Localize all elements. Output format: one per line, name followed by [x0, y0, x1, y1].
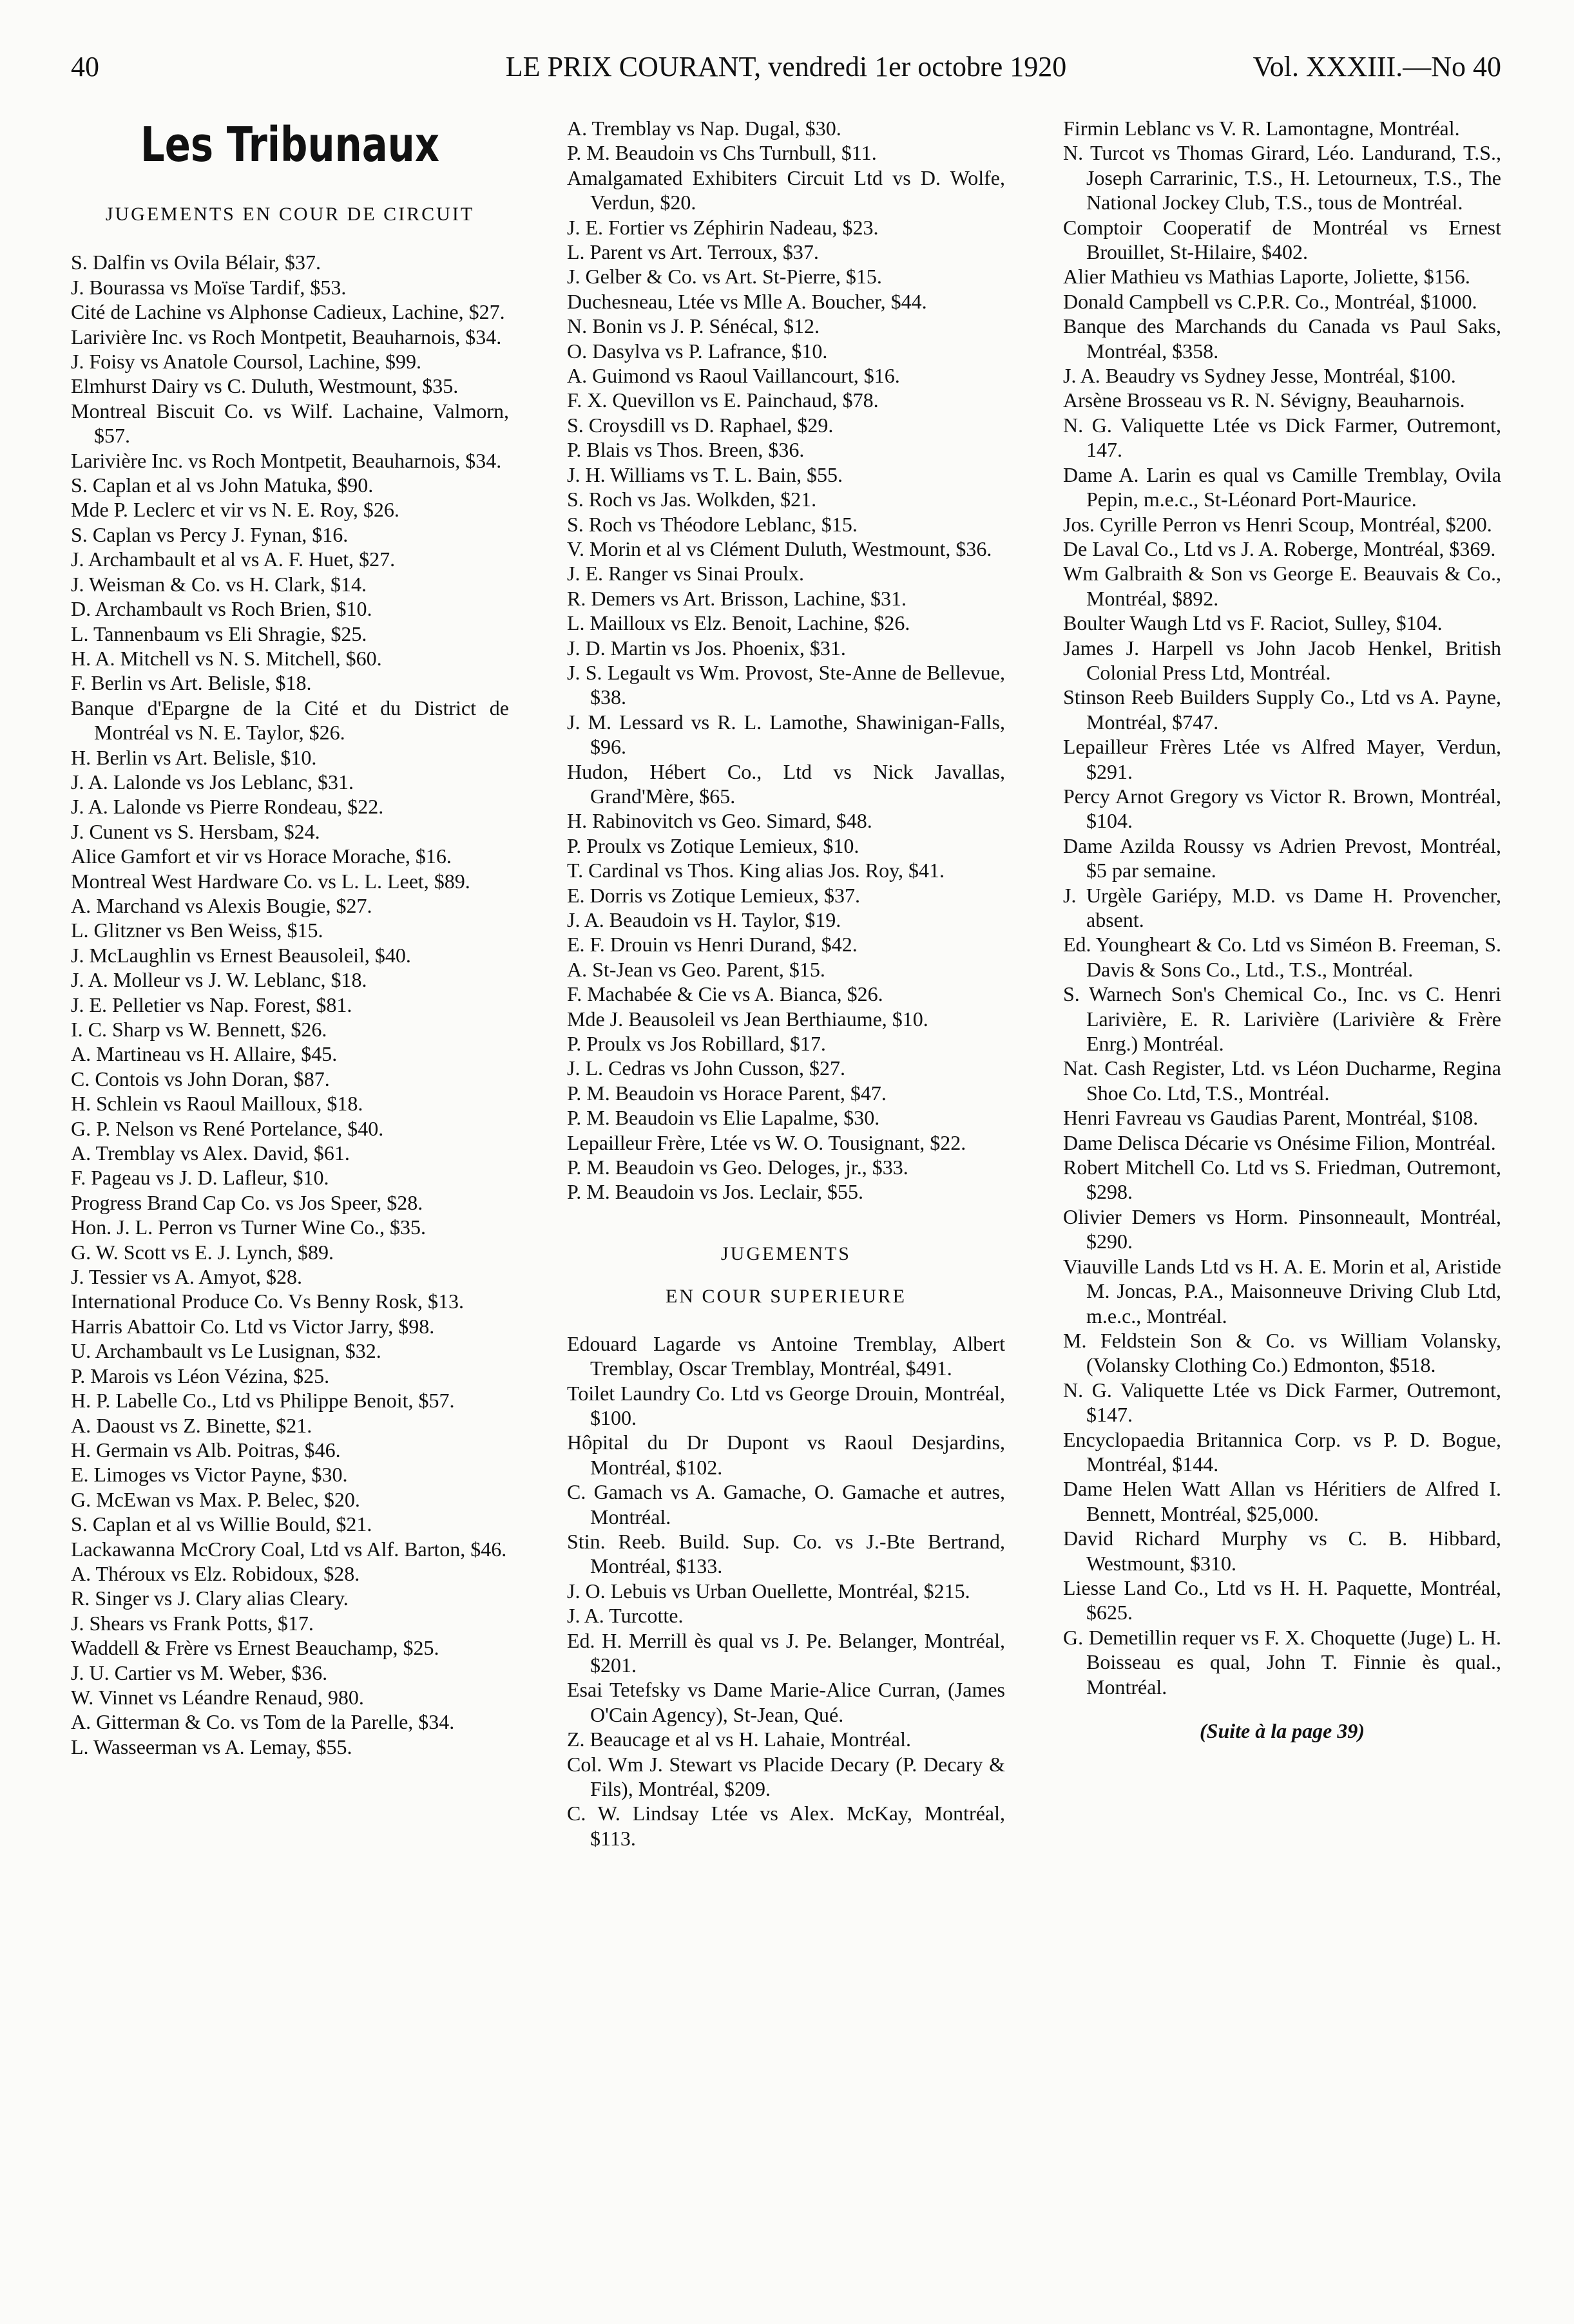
judgment-entry: A. Théroux vs Elz. Robidoux, $28.	[71, 1561, 360, 1585]
judgment-entry: Banque d'Epargne de la Cité et du District de Montréal vs N. E. Taylor, $26.	[71, 696, 509, 745]
judgment-entry: P. Proulx vs Zotique Lemieux, $10.	[567, 833, 859, 857]
judgment-entry: Amalgamated Exhibiters Circuit Ltd vs D. Wolfe, Verdun, $20.	[567, 166, 1005, 214]
superior-judgments-list	[567, 1331, 1005, 1851]
judgment-entry: Larivière Inc. vs Roch Montpetit, Beauharnois, $34.	[71, 448, 502, 472]
judgment-entry: Duchesneau, Ltée vs Mlle A. Boucher, $44.	[567, 289, 927, 313]
judgment-entry: J. Gelber & Co. vs Art. St-Pierre, $15.	[567, 265, 882, 289]
judgment-entry: S. Caplan vs Percy J. Fynan, $16.	[71, 522, 349, 546]
judgment-entry: P. Marois vs Léon Vézina, $25.	[71, 1364, 330, 1387]
judgment-entry: J. Urgèle Gariépy, M.D. vs Dame H. Provencher, absent.	[1063, 883, 1501, 931]
judgment-entry: Montreal West Hardware Co. vs L. L. Leet, $89.	[71, 869, 470, 893]
page-number: 40	[71, 51, 99, 82]
judgment-entry: Elmhurst Dairy vs C. Duluth, Westmount, $35.	[71, 374, 459, 398]
judgment-entry: Nat. Cash Register, Ltd. vs Léon Ducharme, Regina Shoe Co. Ltd, T.S., Montréal.	[1063, 1056, 1501, 1105]
judgment-entry: Comptoir Cooperatif de Montréal vs Ernest Brouillet, St-Hilaire, $402.	[1063, 215, 1501, 264]
judgment-entry: F. Pageau vs J. D. Lafleur, $10.	[71, 1166, 329, 1190]
judgment-entry: P. Proulx vs Jos Robillard, $17.	[567, 1032, 826, 1056]
judgment-entry: S. Caplan et al vs Willie Bould, $21.	[71, 1512, 372, 1536]
judgment-entry: H. Schlein vs Raoul Mailloux, $18.	[71, 1092, 363, 1116]
column-2	[567, 116, 1005, 1851]
judgment-entry: A. Tremblay vs Nap. Dugal, $30.	[567, 117, 841, 140]
judgment-entry: J. E. Ranger vs Sinai Proulx.	[567, 562, 804, 586]
judgment-entry: Hon. J. L. Perron vs Turner Wine Co., $35.	[71, 1215, 427, 1239]
judgment-entry: E. Dorris vs Zotique Lemieux, $37.	[567, 883, 861, 907]
judgment-entry: P. M. Beaudoin vs Chs Turnbull, $11.	[567, 141, 877, 165]
judgment-entry: C. Gamach vs A. Gamache, O. Gamache et autres, Montréal.	[567, 1480, 1005, 1529]
judgment-entry: F. Berlin vs Art. Belisle, $18.	[71, 671, 312, 695]
judgment-entry: Lepailleur Frères Ltée vs Alfred Mayer, Verdun, $291.	[1063, 735, 1501, 783]
judgment-entry: N. Bonin vs J. P. Sénécal, $12.	[567, 314, 820, 338]
column-3	[1063, 116, 1501, 1743]
section-title: Les Tribunaux	[140, 117, 440, 173]
judgment-entry: Hôpital du Dr Dupont vs Raoul Desjardins, Montréal, $102.	[567, 1431, 1005, 1479]
volume-number: Vol. XXXIII.—No 40	[1252, 51, 1501, 82]
judgment-entry: R. Demers vs Art. Brisson, Lachine, $31.	[567, 586, 907, 610]
judgment-entry: Dame Azilda Roussy vs Adrien Prevost, Montréal, $5 par semaine.	[1063, 833, 1501, 882]
judgment-entry: Mde P. Leclerc et vir vs N. E. Roy, $26.	[71, 498, 399, 522]
judgment-entry: G. Demetillin requer vs F. X. Choquette (Juge) L. H. Boisseau es qual, John T. Finnie ès qual., Montréal.	[1063, 1625, 1501, 1699]
superior-judgments-continued	[1063, 116, 1501, 1699]
continued-note: (Suite à la page 39)	[1200, 1719, 1365, 1742]
judgment-entry: J. Cunent vs S. Hersbam, $24.	[71, 819, 320, 843]
judgment-entry: F. X. Quevillon vs E. Painchaud, $78.	[567, 388, 879, 412]
judgment-entry: Col. Wm J. Stewart vs Placide Decary (P. Decary & Fils), Montréal, $209.	[567, 1752, 1005, 1800]
judgment-entry: International Produce Co. Vs Benny Rosk, $13.	[71, 1290, 465, 1313]
judgment-entry: Toilet Laundry Co. Ltd vs George Drouin, Montréal, $100.	[567, 1381, 1005, 1429]
column-1	[71, 116, 509, 1759]
judgment-entry: J. S. Legault vs Wm. Provost, Ste-Anne de Bellevue, $38.	[567, 660, 1005, 709]
judgment-entry: J. A. Lalonde vs Pierre Rondeau, $22.	[71, 795, 384, 819]
judgment-entry: S. Caplan et al vs John Matuka, $90.	[71, 473, 374, 497]
judgment-entry: Stin. Reeb. Build. Sup. Co. vs J.-Bte Bertrand, Montréal, $133.	[567, 1529, 1005, 1578]
judgment-entry: Henri Favreau vs Gaudias Parent, Montréal, $108.	[1063, 1106, 1479, 1130]
judgment-entry: De Laval Co., Ltd vs J. A. Roberge, Montréal, $369.	[1063, 537, 1496, 560]
judgment-entry: Encyclopaedia Britannica Corp. vs P. D. Bogue, Montréal, $144.	[1063, 1427, 1501, 1476]
judgment-entry: S. Croysdill vs D. Raphael, $29.	[567, 413, 834, 437]
judgment-entry: Dame A. Larin es qual vs Camille Tremblay, Ovila Pepin, m.e.c., St-Léonard Port-Maurice.	[1063, 462, 1501, 511]
judgment-entry: J. Archambault et al vs A. F. Huet, $27.	[71, 548, 396, 571]
judgment-entry: Waddell & Frère vs Ernest Beauchamp, $25.	[71, 1636, 439, 1660]
judgment-entry: J. McLaughlin vs Ernest Beausoleil, $40.	[71, 943, 411, 967]
judgment-entry: G. W. Scott vs E. J. Lynch, $89.	[71, 1240, 334, 1264]
judgment-entry: J. H. Williams vs T. L. Bain, $55.	[567, 462, 843, 486]
judgment-entry: P. M. Beaudoin vs Horace Parent, $47.	[567, 1081, 887, 1105]
judgment-entry: N. G. Valiquette Ltée vs Dick Farmer, Outremont, $147.	[1063, 1378, 1501, 1427]
judgment-entry: A. Martineau vs H. Allaire, $45.	[71, 1042, 338, 1066]
judgment-entry: Wm Galbraith & Son vs George E. Beauvais & Co., Montréal, $892.	[1063, 562, 1501, 610]
judgment-entry: T. Cardinal vs Thos. King alias Jos. Roy, $41.	[567, 859, 945, 882]
superior-heading-1: JUGEMENTS	[720, 1243, 851, 1264]
circuit-heading: JUGEMENTS EN COUR DE CIRCUIT	[105, 204, 475, 225]
judgment-entry: A. St-Jean vs Geo. Parent, $15.	[567, 957, 825, 981]
judgment-entry: J. A. Lalonde vs Jos Leblanc, $31.	[71, 770, 354, 794]
judgment-entry: J. Bourassa vs Moïse Tardif, $53.	[71, 275, 347, 299]
judgment-entry: E. Limoges vs Victor Payne, $30.	[71, 1463, 348, 1487]
judgment-entry: U. Archambault vs Le Lusignan, $32.	[71, 1339, 381, 1363]
judgment-entry: J. E. Fortier vs Zéphirin Nadeau, $23.	[567, 215, 879, 239]
page-header	[71, 50, 1501, 95]
judgment-entry: G. McEwan vs Max. P. Belec, $20.	[71, 1487, 360, 1511]
judgment-entry: S. Roch vs Jas. Wolkden, $21.	[567, 488, 817, 511]
judgment-entry: Lepailleur Frère, Ltée vs W. O. Tousignant, $22.	[567, 1130, 966, 1154]
judgment-entry: S. Dalfin vs Ovila Bélair, $37.	[71, 251, 321, 274]
judgment-entry: Liesse Land Co., Ltd vs H. H. Paquette, Montréal, $625.	[1063, 1576, 1501, 1624]
judgment-entry: A. Marchand vs Alexis Bougie, $27.	[71, 893, 372, 917]
judgment-entry: J. O. Lebuis vs Urban Ouellette, Montréal, $215.	[567, 1579, 970, 1603]
judgment-entry: Stinson Reeb Builders Supply Co., Ltd vs A. Payne, Montréal, $747.	[1063, 685, 1501, 734]
judgment-entry: Olivier Demers vs Horm. Pinsonneault, Montréal, $290.	[1063, 1205, 1501, 1253]
judgment-entry: J. Foisy vs Anatole Coursol, Lachine, $99.	[71, 350, 421, 374]
judgment-entry: E. F. Drouin vs Henri Durand, $42.	[567, 933, 858, 957]
judgment-entry: J. A. Molleur vs J. W. Leblanc, $18.	[71, 968, 367, 992]
judgment-entry: J. D. Martin vs Jos. Phoenix, $31.	[567, 636, 846, 660]
judgment-entry: J. L. Cedras vs John Cusson, $27.	[567, 1056, 846, 1080]
judgment-entry: C. Contois vs John Doran, $87.	[71, 1067, 330, 1091]
judgment-entry: A. Guimond vs Raoul Vaillancourt, $16.	[567, 364, 900, 388]
judgment-entry: L. Mailloux vs Elz. Benoit, Lachine, $26.	[567, 611, 910, 635]
judgment-entry: Lackawanna McCrory Coal, Ltd vs Alf. Barton, $46.	[71, 1537, 507, 1561]
judgment-entry: A. Tremblay vs Alex. David, $61.	[71, 1141, 350, 1165]
judgment-entry: N. G. Valiquette Ltée vs Dick Farmer, Outremont, 147.	[1063, 413, 1501, 462]
judgment-entry: H. A. Mitchell vs N. S. Mitchell, $60.	[71, 646, 382, 670]
judgment-entry: Banque des Marchands du Canada vs Paul Saks, Montréal, $358.	[1063, 314, 1501, 363]
judgment-entry: Larivière Inc. vs Roch Montpetit, Beauharnois, $34.	[71, 325, 502, 348]
judgment-entry: Cité de Lachine vs Alphonse Cadieux, Lachine, $27.	[71, 300, 505, 324]
circuit-judgments-list	[71, 250, 509, 1759]
judgment-entry: Harris Abattoir Co. Ltd vs Victor Jarry, $98.	[71, 1314, 435, 1338]
judgment-entry: Dame Helen Watt Allan vs Héritiers de Alfred I. Bennett, Montréal, $25,000.	[1063, 1477, 1501, 1525]
judgment-entry: Progress Brand Cap Co. vs Jos Speer, $28.	[71, 1190, 423, 1214]
judgment-entry: S. Roch vs Théodore Leblanc, $15.	[567, 512, 858, 536]
judgment-entry: R. Singer vs J. Clary alias Cleary.	[71, 1586, 349, 1610]
judgment-entry: I. C. Sharp vs W. Bennett, $26.	[71, 1018, 327, 1041]
judgment-entry: M. Feldstein Son & Co. vs William Volansky, (Volansky Clothing Co.) Edmonton, $518.	[1063, 1328, 1501, 1377]
judgment-entry: L. Glitzner vs Ben Weiss, $15.	[71, 919, 323, 942]
judgment-entry: J. M. Lessard vs R. L. Lamothe, Shawinigan-Falls, $96.	[567, 710, 1005, 759]
judgment-entry: J. A. Turcotte.	[567, 1604, 684, 1628]
judgment-entry: W. Vinnet vs Léandre Renaud, 980.	[71, 1685, 364, 1709]
judgment-entry: N. Turcot vs Thomas Girard, Léo. Landurand, T.S., Joseph Carrarinic, T.S., H. Letourneux, T.S., The National Jockey Club, T.S., tous de Montréal.	[1063, 141, 1501, 214]
judgment-entry: L. Tannenbaum vs Eli Shragie, $25.	[71, 622, 367, 645]
judgment-entry: P. M. Beaudoin vs Geo. Deloges, jr., $33.	[567, 1156, 908, 1179]
judgment-entry: O. Dasylva vs P. Lafrance, $10.	[567, 339, 828, 363]
newspaper-title: LE PRIX COURANT, vendredi 1er octobre 1920	[505, 51, 1067, 82]
judgment-entry: P. M. Beaudoin vs Jos. Leclair, $55.	[567, 1180, 864, 1204]
judgment-entry: James J. Harpell vs John Jacob Henkel, British Colonial Press Ltd, Montréal.	[1063, 636, 1501, 684]
judgment-entry: G. P. Nelson vs René Portelance, $40.	[71, 1116, 384, 1140]
judgment-entry: Dame Delisca Décarie vs Onésime Filion, Montréal.	[1063, 1130, 1496, 1154]
judgment-entry: Esai Tetefsky vs Dame Marie-Alice Curran, (James O'Cain Agency), St-Jean, Qué.	[567, 1678, 1005, 1726]
judgment-entry: L. Wasseerman vs A. Lemay, $55.	[71, 1735, 352, 1758]
judgment-entry: S. Warnech Son's Chemical Co., Inc. vs C. Henri Larivière, E. R. Larivière (Larivière & Frère Enrg.) Montréal.	[1063, 982, 1501, 1056]
judgment-entry: C. W. Lindsay Ltée vs Alex. McKay, Montréal, $113.	[567, 1802, 1005, 1850]
judgment-entry: Edouard Lagarde vs Antoine Tremblay, Albert Tremblay, Oscar Tremblay, Montréal, $491.	[567, 1331, 1005, 1380]
judgment-entry: J. U. Cartier vs M. Weber, $36.	[71, 1661, 328, 1684]
circuit-judgments-continued	[567, 116, 1005, 1205]
judgment-entry: Percy Arnot Gregory vs Victor R. Brown, Montréal, $104.	[1063, 784, 1501, 833]
judgment-entry: Ed. Youngheart & Co. Ltd vs Siméon B. Freeman, S. Davis & Sons Co., Ltd., T.S., Montréal.	[1063, 933, 1501, 981]
judgment-entry: Z. Beaucage et al vs H. Lahaie, Montréal.	[567, 1728, 911, 1751]
judgment-entry: V. Morin et al vs Clément Duluth, Westmount, $36.	[567, 537, 992, 560]
judgment-entry: H. Germain vs Alb. Poitras, $46.	[71, 1438, 341, 1462]
judgment-entry: J. E. Pelletier vs Nap. Forest, $81.	[71, 993, 352, 1016]
judgment-entry: J. Shears vs Frank Potts, $17.	[71, 1611, 314, 1635]
judgment-entry: Arsène Brosseau vs R. N. Sévigny, Beauharnois.	[1063, 388, 1465, 412]
judgment-entry: F. Machabée & Cie vs A. Bianca, $26.	[567, 982, 883, 1006]
judgment-entry: Alier Mathieu vs Mathias Laporte, Joliette, $156.	[1063, 265, 1470, 289]
judgment-entry: Hudon, Hébert Co., Ltd vs Nick Javallas, Grand'Mère, $65.	[567, 759, 1005, 808]
judgment-entry: J. A. Beaudry vs Sydney Jesse, Montréal, $100.	[1063, 364, 1456, 388]
judgment-entry: A. Gitterman & Co. vs Tom de la Parelle, $34.	[71, 1710, 455, 1734]
judgment-entry: Viauville Lands Ltd vs H. A. E. Morin et al, Aristide M. Joncas, P.A., Maisonneuve Driving Club Ltd, m.e.c., Montréal.	[1063, 1254, 1501, 1328]
judgment-entry: J. A. Beaudoin vs H. Taylor, $19.	[567, 908, 841, 931]
judgment-entry: Firmin Leblanc vs V. R. Lamontagne, Montréal.	[1063, 117, 1460, 140]
judgment-entry: Jos. Cyrille Perron vs Henri Scoup, Montréal, $200.	[1063, 512, 1492, 536]
judgment-entry: H. Berlin vs Art. Belisle, $10.	[71, 745, 317, 769]
judgment-entry: D. Archambault vs Roch Brien, $10.	[71, 597, 372, 621]
superior-heading-2: EN COUR SUPERIEURE	[665, 1286, 907, 1308]
judgment-entry: J. Tessier vs A. Amyot, $28.	[71, 1265, 302, 1289]
judgment-entry: J. Weisman & Co. vs H. Clark, $14.	[71, 572, 367, 596]
judgment-entry: A. Daoust vs Z. Binette, $21.	[71, 1413, 312, 1437]
judgment-entry: L. Parent vs Art. Terroux, $37.	[567, 240, 819, 264]
judgment-entry: Mde J. Beausoleil vs Jean Berthiaume, $10.	[567, 1007, 928, 1031]
judgment-entry: Montreal Biscuit Co. vs Wilf. Lachaine, Valmorn, $57.	[71, 399, 509, 448]
judgment-entry: P. M. Beaudoin vs Elie Lapalme, $30.	[567, 1106, 880, 1130]
judgment-entry: H. P. Labelle Co., Ltd vs Philippe Benoit, $57.	[71, 1389, 455, 1413]
judgment-entry: Boulter Waugh Ltd vs F. Raciot, Sulley, $104.	[1063, 611, 1443, 635]
judgment-entry: P. Blais vs Thos. Breen, $36.	[567, 438, 805, 462]
judgment-entry: David Richard Murphy vs C. B. Hibbard, Westmount, $310.	[1063, 1527, 1501, 1575]
judgment-entry: Donald Campbell vs C.P.R. Co., Montréal, $1000.	[1063, 289, 1477, 313]
judgment-entry: H. Rabinovitch vs Geo. Simard, $48.	[567, 809, 872, 833]
judgment-entry: Ed. H. Merrill ès qual vs J. Pe. Belanger, Montréal, $201.	[567, 1628, 1005, 1677]
judgment-entry: Robert Mitchell Co. Ltd vs S. Friedman, Outremont, $298.	[1063, 1156, 1501, 1204]
judgment-entry: Alice Gamfort et vir vs Horace Morache, $16.	[71, 844, 452, 868]
